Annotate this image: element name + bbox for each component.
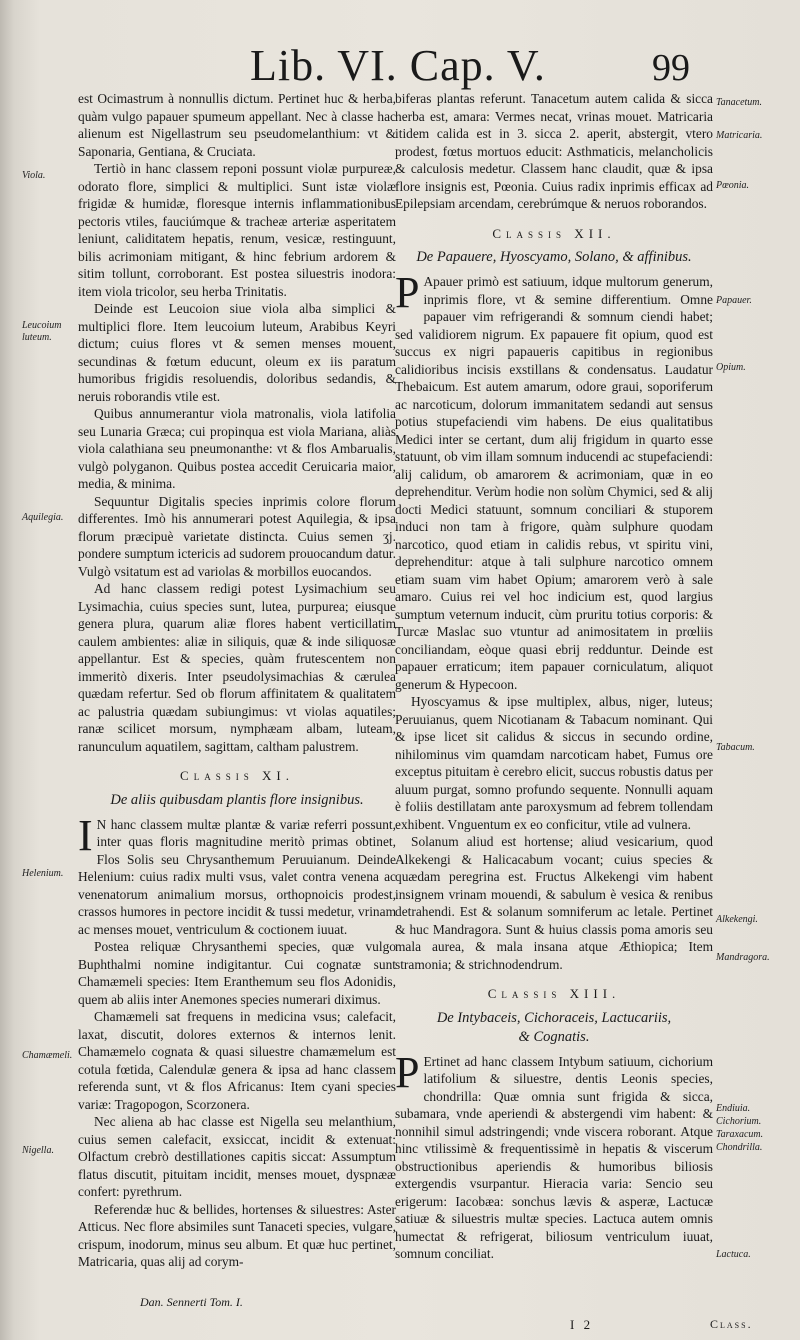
section-subtitle-classis-xiii [395,1009,713,1047]
paragraph: Sequuntur Digitalis species inprimis colore florum differentes. Imò his annumerari potest Aquilegia, & ipsa florum præcipuè varietate distincta. Cuius semen ʒj. pondere sumptum ictericis ad sudorem prouocandum datur. Vulgò vsitatum est ad variolas & morbillos euocandos. [78,493,396,579]
paragraph: Tertiò in hanc classem reponi possunt violæ purpureæ, odorato flore, simplici & multiplici. Sunt istæ violæ frigidæ & humidæ, floresque internis inflammationibus pectoris vtiles, fauciúmque & tracheæ arteriæ asperitatem leniunt, caliditatem hepatis, renum, vesicæ, restinguunt, bilis acrimoniam mitigant, & hinc febrium ardorem & sitim tollunt, corroborant. Est postea siluestris inodora: item viola tricolor, seu herba Trinitatis. [78,161,396,299]
paragraph: Nec aliena ab hac classe est Nigella seu melanthium, cuius semen calefacit, exsiccat, incidit & extenuat: Olfactum crebrò destillationes capitis siccat: Assumptum flatus discutit, pituitam incidit, menses mouet, dyspnææ confert: pyrethrum. [78,1114,396,1199]
running-title: Lib. VI. Cap. V. [250,41,546,90]
paragraph-text: Apauer primò est satiuum, idque multorum generum, inprimis flore, vt & semine differentium. Omne papauer vim refrigerandi & somnum ciendi habet; sed validiorem nigrum. Ex papauere fit opium, quod est succus ex nigri papaueris capitibus in regionibus calidioribus incisis exstillans & condensatus. Laudatur Thebaicum. Est autem amarum, odore graui, soporiferum ac narcoticum, dolorum immanitatem sedandi aut sensus potius stupefaciendi vim habens. De eius qualitatibus Medici inter se certant, dum alij frigidum in quarto esse statuunt, ob vim illam somnum inducendi ac stupefaciendi: alij calidum, ob amarorem & acrimoniam, quæ in eo deprehenditur. Verùm hodie non solùm Chymici, sed & alij docti Medici statuunt, somnum conciliari & stuporem induci non tam à frigore, quàm sulphure quodam narcotico, quod etiam in calidis rebus, vt spiritu vini, deprehenditur: atque à tali sulphure narcotico omnem etiam suam vim habet Opium; amarorem verò à sale amaro. Cuius rei vel hoc indicium est, quod largius sumptum veternum inducit, cùm pruritu totius corporis: & Turcæ Maslac suo vtuntur ad animositatem in prœliis conciliandam, eòque quasi ebrij redduntur. Deinde est papauer erraticum; item papauer corniculatum, aliquot generum & Hypecoon. [395,274,713,692]
section-title-classis-xii: Classis XII. [492,225,616,241]
paragraph-with-initial [395,268,713,693]
margin-note-tanacetum: Tanacetum. [716,97,763,108]
paragraph: Deinde est Leucoion siue viola alba simplici & multiplici flore. Item leucoium luteum, Arabibus Keyri dictum; cuius flores vt & semen menses mouent, secundinas & fœtum educunt, oleum ex iis paratum humoribus frigidis resoluendis, doloribus sedandis, & neruis roborandis vtile est. [78,301,396,404]
margin-note-poeonia: Pœonia. [716,180,750,191]
margin-note-line: luteum. [22,332,52,343]
margin-note-taraxacum: Taraxacum. [716,1129,764,1140]
paragraph-with-initial [395,1047,713,1263]
paragraph: Chamæmeli sat frequens in medicina vsus; calefacit, laxat, discutit, dolores externos & internos lenit. Chamæmelo cognata & quasi siluestre chamæmelum est cotula fœtida, Calendulæ genera & ipsa ad hanc classem referenda sunt, vt & flos Africanus: Item cyani species variæ: Tragopogon, Scorzonera. [78,1009,396,1112]
left-column [78,90,396,1271]
margin-note-alkekengi: Alkekengi. [716,914,758,925]
section-title-classis-xiii: Classis XIII. [487,986,621,1001]
paragraph: Postea reliquæ Chrysanthemi species, quæ vulgo Buphthalmi nomine indigitantur. Cui cognatæ sunt Chamæmeli species: Item Eranthemum seu flos Adonidis, quem ab aliis inter Anemones species numerari diximus. [78,939,396,1007]
margin-note-papauer: Papauer. [716,295,752,306]
paragraph: Solanum aliud est hortense; aliud vesicarium, quod Alkekengi & Halicacabum vocant; cuius species & quædam peregrina est. Fructus Alkekengi vim habent insignem vrinam mouendi, & sabulum è vesica & renibus detrahendi. Est & solanum somniferum ac letale. Pertinet & huc Mandragora. Sunt & huius classis poma amoris seu mala aurea, & mala insana atque Æthiopica; Item stramonia; & strichnodendrum. [395,834,713,972]
margin-note-helenium: Helenium. [22,868,64,879]
drop-cap-initial: I [78,810,93,860]
paragraph: est Ocimastrum à nonnullis dictum. Pertinet huc & herba, quàm vulgo papauer spumeum appellant. Nec à classe hac alienum est Nigellastrum seu pseudomelanthium: vt & Saponaria, Gentiana, & Cruciata. [78,91,396,159]
margin-note-lactuca: Lactuca. [716,1249,751,1260]
margin-note-matricaria: Matricaria. [716,130,763,141]
catchword: Class. [710,1317,753,1331]
margin-note-tabacum: Tabacum. [716,742,755,753]
margin-note-viola: Viola. [22,170,46,181]
printer-signature-line: Dan. Sennerti Tom. I. [140,1295,243,1309]
paragraph-text: Ertinet ad hanc classem Intybum satiuum, cichorium latifolium & siluestre, dentis Leonis species, chondrilla: Quæ omnia sunt frigida & sicca, subamara, vnde aperiendi & abstergendi vim habent: & nonnihil simul adstringendi; vnde viscera roborant. Atque hinc vtilissimè & frequentissimè in hepatis & viscerum obstructionibus aperiendis & humoribus biliosis extergendis vsurpantur. Hieracia varia: Sencio seu erigerum: Iacobæa: sonchus lævis & asperæ, Lactucæ satiuæ & siluestris multæ species. Lactuca autem omnis humectat & refrigerat, biliosum ventriculum iuuat, somnum conciliat. [395,1053,713,1261]
paragraph: Ad hanc classem redigi potest Lysimachium seu Lysimachia, cuius species sunt, lutea, purpurea; eiusque genera plura, quarum aliæ flores habent verticillatim caulem ambientes: aliæ in siliquis, quæ & inde siliquosæ appellantur. Est & species, quàm frutescentem non immeritò dixeris. Inter pseudolysimachias & cærulea quædam refertur. Sed ob florum affinitatem & qualitatem ac palustria quædam subiungimus: vt violas aquatiles; ranæ scilicet morsum, nymphæam albam, luteam, ranunculum aquatilem, sagittam, caltham palustrem. [78,581,396,754]
margin-note-nigella: Nigella. [22,1145,54,1156]
paragraph: Hyoscyamus & ipse multiplex, albus, niger, luteus; Peruuianus, quem Nicotianam & Tabacum nominant. Qui & ipse licet sit calidus & siccus in secundo ordine, nihilominus vim quamdam narcoticam habet, Fumus ore exceptus pituitam è cerebro elicit, succus robustis datus per aluum purgat, somno profundo sequente. Nonnulli aquam è foliis destillatam ante paroxysmum ad febrem tollendam exhibent. Vnguentum ex eo conficitur, vtile ad vulnera. [395,694,713,832]
margin-note-cichorium: Cichorium. [716,1116,762,1127]
paragraph-text: N hanc classem multæ plantæ & variæ referri possunt, inter quas floris magnitudine meritò primas obtinet, Flos Solis seu Chrysanthemum Peruuianum. Deinde Helenium: cuius radix multi vsus, valet contra venena ac venenatorum animalium morsus, orthopnoicis prodest, crassos humores in pectore incidit & tussi medetur, vrinam ac menses mouet, ventriculum & coctionem iuuat. [78,816,396,937]
drop-cap-initial: P [395,268,420,317]
section-subtitle-classis-xii: De Papauere, Hyoscyamo, Solano, & affinibus. [416,249,692,265]
margin-note-aquilegia: Aquilegia. [22,512,64,523]
subtitle-line: De Intybaceis, Cichoraceis, Lactucariis, [436,1009,672,1026]
margin-note-leucoium [22,320,74,344]
section-subtitle-classis-xi: De aliis quibusdam plantis flore insignibus. [110,791,364,808]
right-column [395,90,713,1263]
margin-note-endiuia: Endiuia. [716,1103,751,1114]
margin-note-chondrilla: Chondrilla. [716,1142,763,1153]
section-title-classis-xi: Classis XI. [180,768,294,783]
paragraph-with-initial [78,810,396,939]
margin-note-opium: Opium. [716,362,746,373]
paragraph: Referendæ huc & bellides, hortenses & siluestres: Aster Atticus. Nec flore absimiles sunt Tanaceti species, vulgare, crispum, inodorum, minus seu album. Et quæ huc pertinet, Matricaria, quas alij ad corym- [78,1201,396,1269]
gathering-signature-mark: I 2 [570,1317,594,1332]
drop-cap-initial: P [395,1047,420,1097]
margin-note-chamaemeli: Chamæmeli. [22,1050,73,1061]
margin-note-mandragora: Mandragora. [716,952,770,963]
paragraph: biferas plantas referunt. Tanacetum autem calida & sicca herba est, amara: Vermes necat, vrinas mouet. Matricaria itidem calida est in 3. sicca 2. aperit, abstergit, vtero prodest, fœtus mortuos educit: Asthmaticis, melancholicis & calculosis medetur. Classem hanc claudit, quæ & ipsa flore insignis est, Pœonia. Cuius radix inprimis efficax ad Epilepsiam arcendam, cerebrúmque & neruos roborandos. [395,91,713,211]
paragraph: Quibus annumerantur viola matronalis, viola latifolia seu Lunaria Græca; cui propinqua est viola Mariana, aliàs viola calathiana seu pneumonanthe: vt & flos Ambarualis, vulgò polyganon. Quibus postea accedit Ceruicaria maior, media, & minima. [78,406,396,491]
margin-note-line: Leucoium [22,320,62,331]
page-number: 99 [652,47,690,89]
subtitle-line: & Cognatis. [518,1028,590,1045]
